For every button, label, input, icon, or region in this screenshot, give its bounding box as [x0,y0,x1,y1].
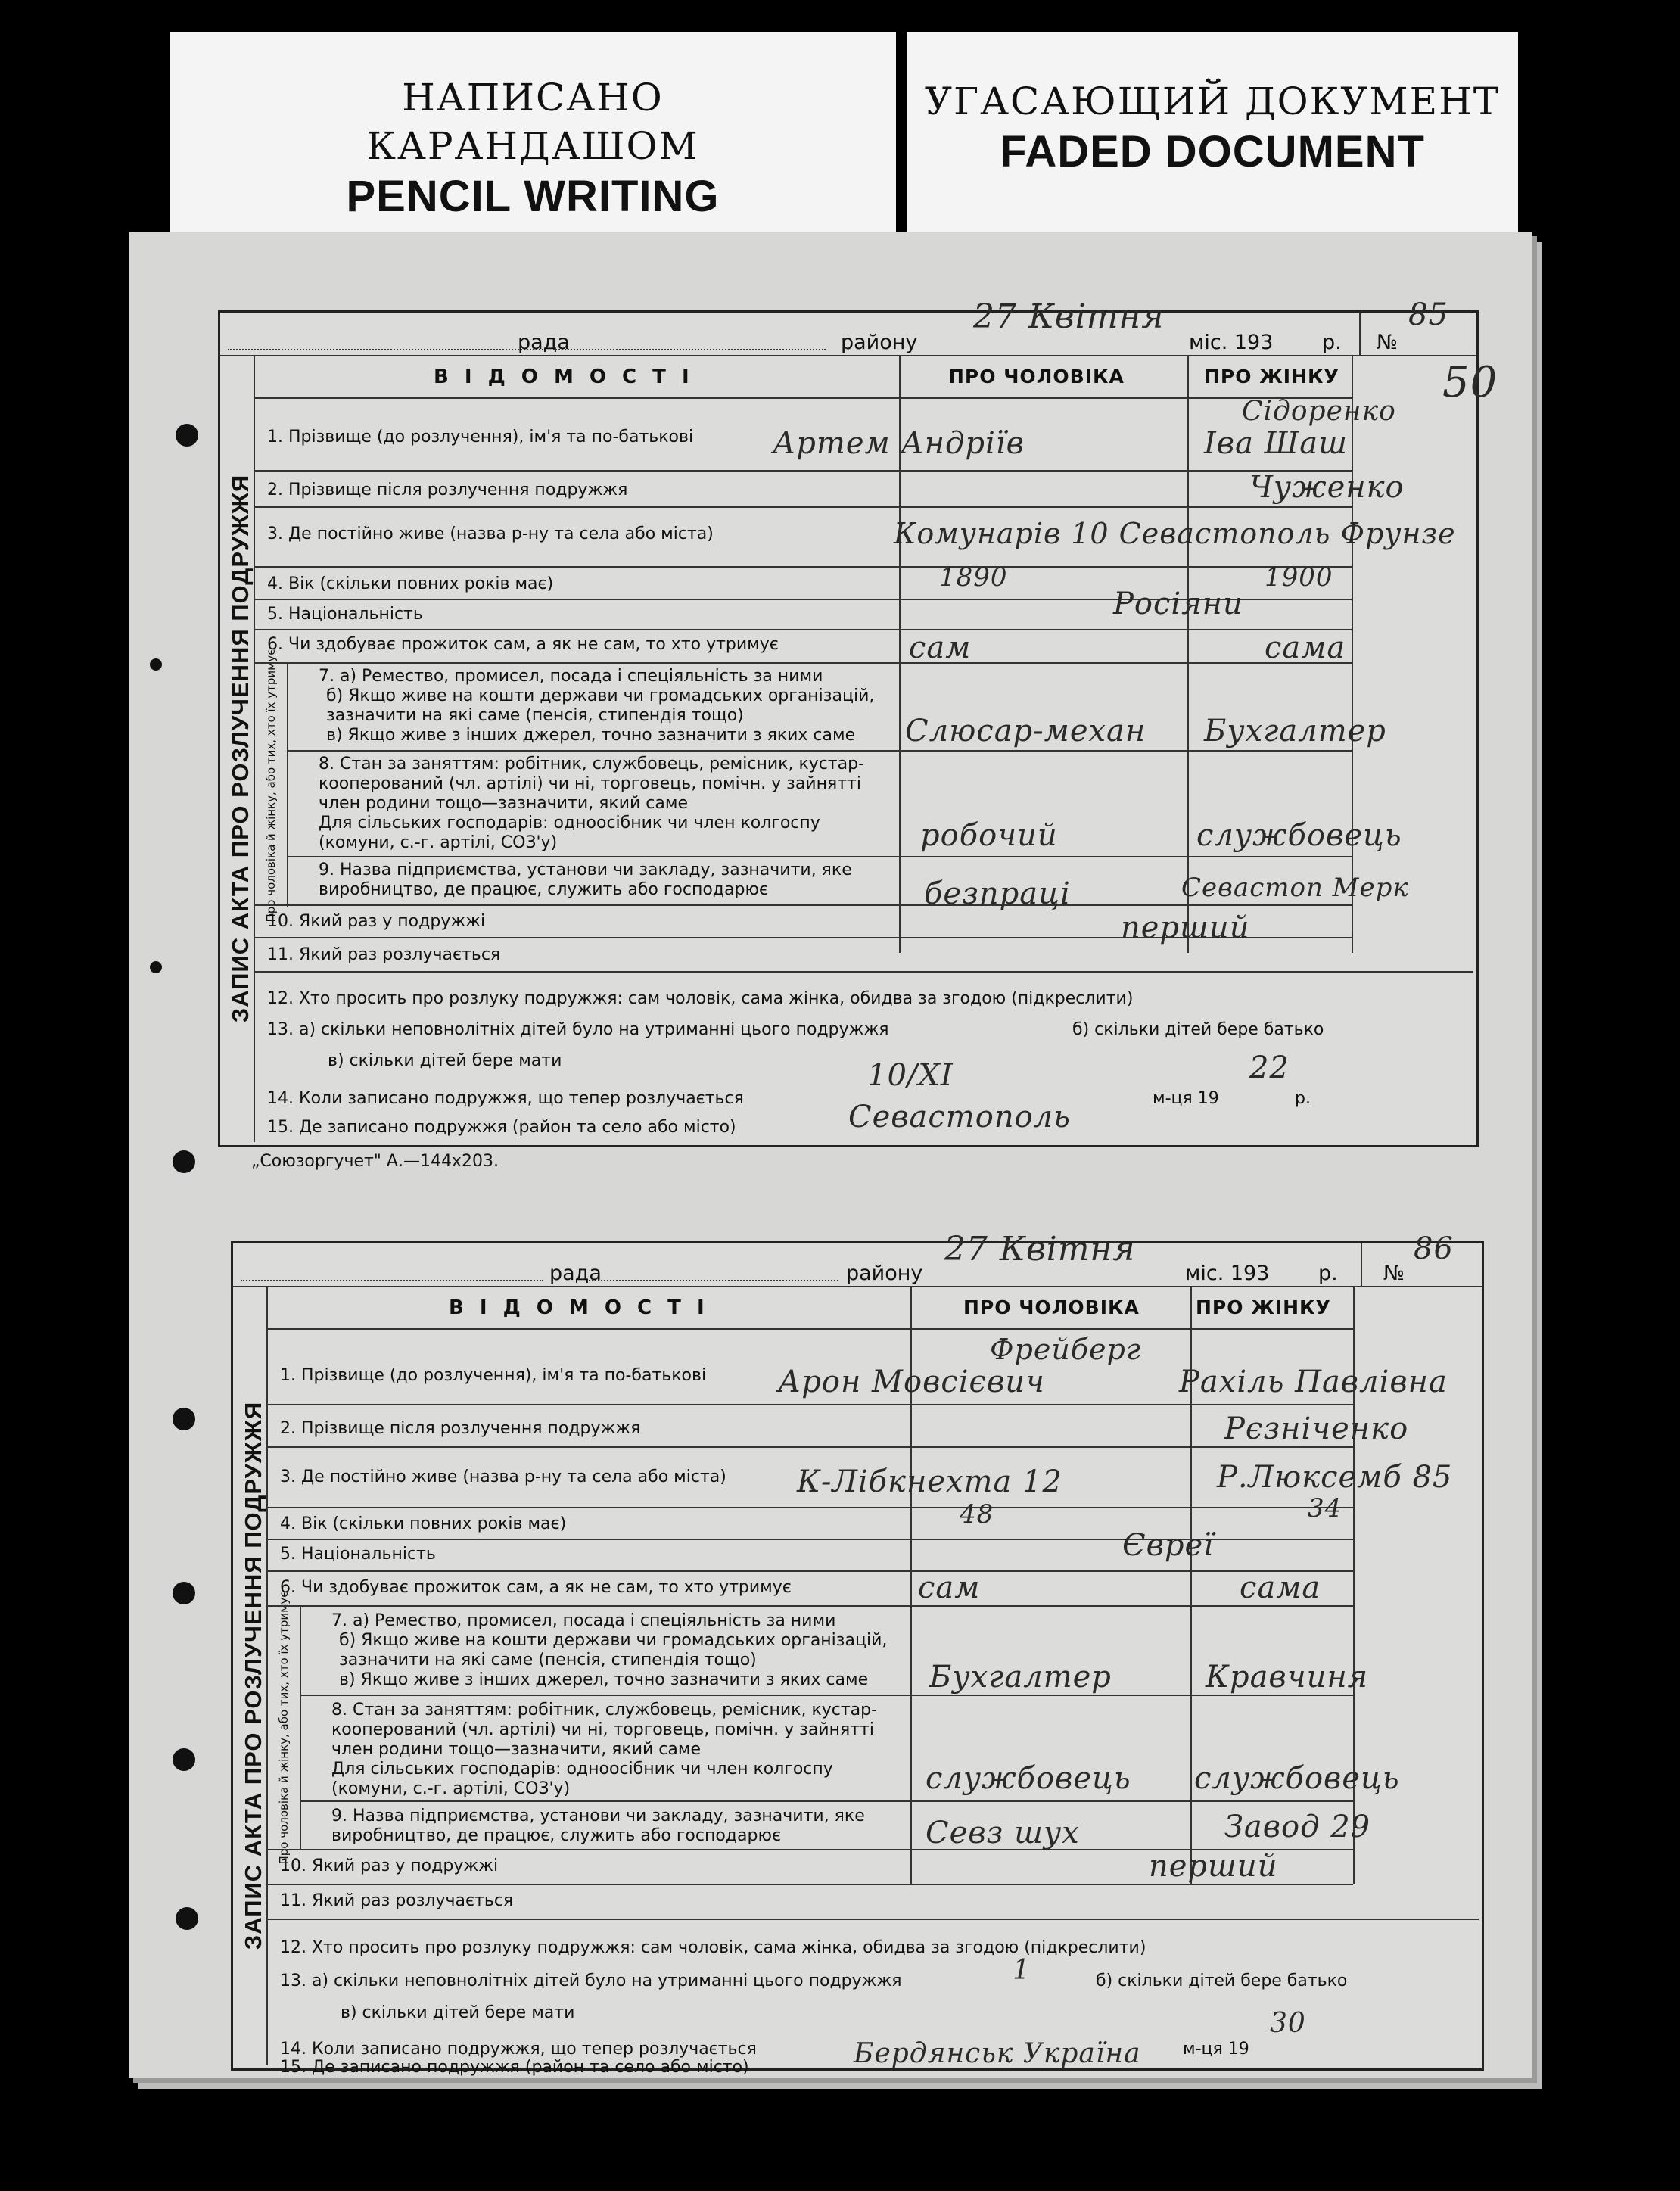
q11-label: 11. Який раз розлучається [267,945,501,964]
man-name: Артем Андріїв [773,426,1025,461]
marriage-year: 22 [1249,1050,1290,1085]
man-workplace: Севз шух [926,1816,1080,1850]
q13a-label: 13. а) скільки неповнолітніх дітей було на утриманні цього подружжя [267,1020,889,1039]
mis-label: міс. 193 [1185,1262,1270,1285]
woman-status: службовець [1196,818,1402,853]
q13b-label: б) скільки дітей бере батько [1096,1972,1348,1990]
q13c-label: в) скільки дітей бере мати [328,1051,562,1070]
q1-label: 1. Прізвище (до розлучення), ім'я та по-батькові [267,428,694,447]
woman-workplace: Севастоп Мерк [1181,873,1409,903]
woman-address: Р.Люксемб 85 [1217,1460,1453,1495]
divorce-record-form-1 [218,297,1498,1147]
raion-label: району [841,331,918,354]
q2-label: 2. Прізвище після розлучення подружжя [267,481,628,500]
record-date: 27 Квітня [944,1230,1136,1268]
binder-hole [173,1408,195,1430]
column-woman: ПРО ЖІНКУ [1196,1296,1331,1318]
woman-support: сама [1240,1570,1321,1605]
column-man: ПРО ЧОЛОВІКА [963,1296,1140,1318]
column-vidomosti: В І Д О М О С Т І [449,1296,709,1319]
q5-label: 5. Національність [267,605,423,624]
binder-hole [173,1748,195,1771]
marriage-place: Бердянськ Україна [854,2038,1141,2069]
q4-label: 4. Вік (скільки повних років має) [280,1514,567,1533]
binder-hole [150,961,162,973]
q15-label: 15. Де записано подружжя (район та село або місто) [280,2058,749,2077]
q6-label: 6. Чи здобуває прожиток сам, а як не сам, то хто утримує [267,635,779,654]
marriage-year: 30 [1270,2008,1306,2039]
record-number: 85 [1408,297,1448,332]
q8b-label: Для сільських господарів: одноосібник чи член колгоспу (комуни, с.-г. артілі, СОЗ'у) [331,1760,833,1798]
q14-label: 14. Коли записано подружжя, що тепер розлучається [280,2040,757,2059]
man-address: К-Лібкнехта 12 [797,1464,1062,1499]
woman-support: сама [1265,630,1346,665]
woman-age: 1900 [1265,562,1333,593]
form-header [233,1243,1482,1287]
q7a-label: 7. а) Ремество, промисел, посада і спеціяльність за ними [319,667,823,686]
side-label: ЗАПИС АКТА ПРО РОЗЛУЧЕННЯ ПОДРУЖЖЯ [228,355,255,1142]
q9-label: 9. Назва підприємства, установи чи закладу, зазначити, яке виробництво, де працює, служить або господарює [331,1807,865,1845]
side-sublabel: Про чоловіка й жінку, або тих, хто їх утримує [255,664,288,907]
man-surname: Фрейберг [990,1333,1142,1366]
side-label: ЗАПИС АКТА ПРО РОЗЛУЧЕННЯ ПОДРУЖЖЯ [241,1286,268,2065]
q10-label: 10. Який раз у подружжі [267,912,486,931]
q5-label: 5. Національність [280,1545,436,1564]
man-support: сам [918,1570,981,1605]
form-footer: „Союзоргучет" А.—144х203. [251,1152,499,1171]
woman-new-surname: Чуженко [1249,470,1405,505]
q7b-label: б) Якщо живе на кошти держави чи громадських організацій, зазначити на які саме (пенсія, стипендія тощо) [339,1631,888,1670]
q13b-label: б) скільки дітей бере батько [1072,1020,1324,1039]
q7c-label: в) Якщо живе з інших джерел, точно зазначити з яких саме [326,726,856,745]
side-sublabel: Про чоловіка й жінку, або тих, хто їх утримує [268,1607,301,1849]
record-date: 27 Квітня [973,297,1165,336]
q14-label: 14. Коли записано подружжя, що тепер розлучається [267,1089,744,1108]
q14-r-label: р. [1295,1089,1311,1108]
q8-label: 8. Стан за заняттям: робітник, службовець, ремісник, кустар-кооперований (чл. артілі) чи ні, торговець, помічн. у зайнятті член родини тощо—зазначити, який саме [331,1701,878,1759]
address: Комунарів 10 Севастополь Фрунзе [894,517,1456,550]
woman-workplace: Завод 29 [1224,1810,1371,1844]
times-married: перший [1149,1849,1278,1884]
rada-label: рада [518,331,570,354]
q3-label: 3. Де постійно живе (назва р-ну та села або міста) [280,1467,726,1486]
q13a-label: 13. а) скільки неповнолітніх дітей було на утриманні цього подружжя [280,1972,902,1990]
woman-age: 34 [1308,1493,1342,1523]
pencil-label-line2: КАРАНДАШОМ [366,124,699,168]
q7c-label: в) Якщо живе з інших джерел, точно зазначити з яких саме [339,1670,869,1689]
nationality: Євреї [1122,1528,1214,1563]
man-job: Бухгалтер [929,1660,1112,1695]
mis-label: міс. 193 [1189,331,1274,354]
column-man: ПРО ЧОЛОВІКА [948,366,1125,387]
times-married: перший [1121,910,1250,945]
woman-name: Іва Шаш [1204,426,1349,461]
man-status: службовець [926,1761,1131,1796]
faded-document-label [907,32,1518,236]
children-count: 1 [1013,1955,1031,1986]
record-number: 86 [1414,1231,1454,1266]
man-name: Арон Мовсієвич [778,1365,1045,1399]
r-label: р. [1318,1262,1338,1285]
q7a-label: 7. а) Ремество, промисел, посада і спеціяльність за ними [331,1611,836,1630]
q14-month-label: м-ця 19 [1153,1089,1219,1108]
nationality: Росіяни [1113,587,1243,621]
binder-hole [150,658,162,671]
r-label: р. [1322,331,1342,354]
q14-month-label: м-ця 19 [1183,2040,1249,2059]
faded-label-line2: FADED DOCUMENT [1000,127,1425,176]
marriage-place: Севастополь [848,1100,1071,1134]
q11-label: 11. Який раз розлучається [280,1891,514,1910]
q4-label: 4. Вік (скільки повних років має) [267,574,554,593]
q7b-label: б) Якщо живе на кошти держави чи громадських організацій, зазначити на які саме (пенсія, стипендія тощо) [326,686,875,725]
man-age: 1890 [939,562,1008,593]
q13c-label: в) скільки дітей бере мати [341,2003,575,2022]
q3-label: 3. Де постійно живе (назва р-ну та села або міста) [267,524,714,543]
pencil-label-line1: НАПИСАНО [402,76,664,120]
q1-label: 1. Прізвище (до розлучення), ім'я та по-батькові [280,1366,707,1385]
q12-label: 12. Хто просить про розлуку подружжя: сам чоловік, сама жінка, обидва за згодою (підкреслити) [267,989,1134,1008]
binder-hole [173,1150,195,1173]
column-vidomosti: В І Д О М О С Т І [434,366,694,388]
number-label: № [1377,331,1398,354]
woman-job: Кравчиня [1206,1660,1369,1695]
q15-label: 15. Де записано подружжя (район та село або місто) [267,1118,736,1137]
raion-label: району [846,1262,923,1285]
number-label: № [1383,1262,1405,1285]
faded-label-line1: УГАСАЮЩИЙ ДОКУМЕНТ [924,79,1501,123]
q10-label: 10. Який раз у подружжі [280,1856,499,1875]
binder-hole [176,424,198,447]
q6-label: 6. Чи здобуває прожиток сам, а як не сам, то хто утримує [280,1578,792,1597]
q2-label: 2. Прізвище після розлучення подружжя [280,1419,641,1438]
marriage-date: 10/XI [867,1058,954,1093]
man-support: сам [909,630,972,665]
rada-label: рада [549,1262,602,1285]
column-woman: ПРО ЖІНКУ [1204,366,1339,387]
form-header [220,313,1476,356]
q12-label: 12. Хто просить про розлуку подружжя: сам чоловік, сама жінка, обидва за згодою (підкреслити) [280,1938,1146,1957]
man-workplace: безпраці [924,876,1071,911]
binder-hole [173,1582,195,1604]
woman-name: Рахіль Павлівна [1179,1365,1448,1399]
binder-hole [176,1907,198,1930]
woman-new-surname: Рєзніченко [1224,1411,1409,1446]
woman-status: службовець [1194,1761,1400,1796]
man-age: 48 [960,1499,994,1530]
pencil-label-line3: PENCIL WRITING [346,172,720,221]
woman-job: Бухгалтер [1204,714,1386,748]
divorce-record-form-2 [231,1230,1484,2077]
q8b-label: Для сільських господарів: одноосібник чи член колгоспу (комуни, с.-г. артілі, СОЗ'у) [319,814,820,852]
q9-label: 9. Назва підприємства, установи чи закладу, зазначити, яке виробництво, де працює, служить або господарює [319,861,852,899]
man-status: робочий [920,818,1058,853]
woman-old-surname: Сідоренко [1242,396,1396,427]
man-job: Слюсар-механ [905,714,1146,748]
q8-label: 8. Стан за заняттям: робітник, службовець, ремісник, кустар-кооперований (чл. артілі) чи ні, торговець, помічн. у зайнятті член родини тощо—зазначити, який саме [319,755,865,813]
page-number: 50 [1442,358,1498,407]
pencil-writing-label [170,32,896,236]
